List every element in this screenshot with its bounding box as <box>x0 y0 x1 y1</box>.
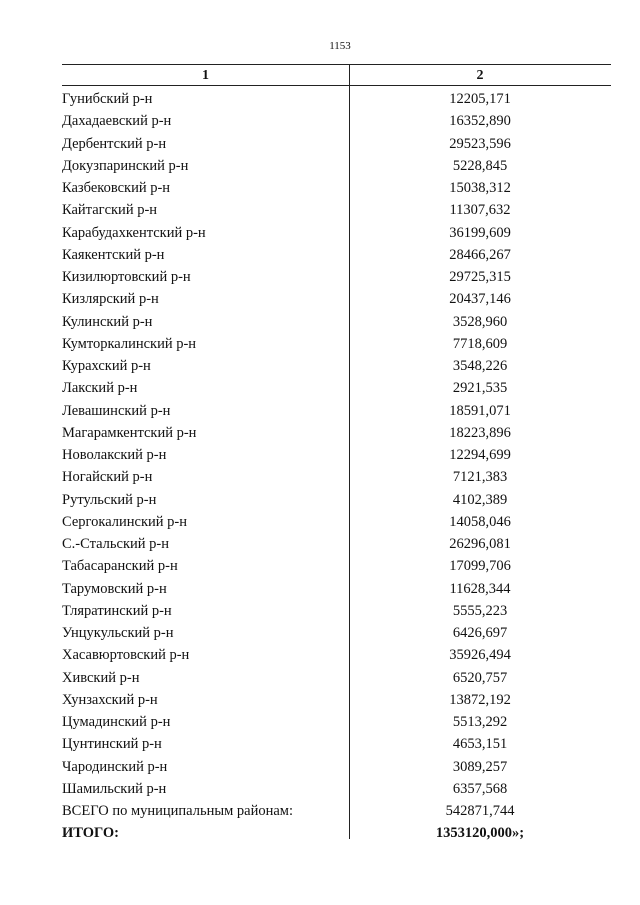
district-name: Цумадинский р-н <box>62 714 171 730</box>
table-header-rule <box>62 85 611 86</box>
table-row <box>62 155 611 177</box>
subtotal-row-label: ВСЕГО по муниципальным районам: <box>62 803 293 819</box>
table-row <box>62 466 611 488</box>
district-name: Лакский р-н <box>62 380 138 397</box>
district-value: 28466,267 <box>449 246 511 263</box>
district-name: Кумторкалинский р-н <box>62 335 197 352</box>
total-row-label: ИТОГО: <box>62 825 120 842</box>
district-value: 5555,223 <box>452 602 508 619</box>
table-row <box>62 377 611 399</box>
table-row <box>62 422 611 444</box>
table-row <box>62 288 611 310</box>
table-row <box>62 689 611 711</box>
district-name: Чародинский р-н <box>62 758 168 775</box>
table-row <box>62 578 611 600</box>
district-name: Новолакский р-н <box>62 447 167 463</box>
table-row <box>62 199 611 221</box>
district-value: 35926,494 <box>449 647 511 664</box>
district-name: Хивский р-н <box>62 669 140 686</box>
table-row <box>62 733 611 755</box>
district-name: С.-Стальский р-н <box>62 536 169 552</box>
district-name: Гунибский р-н <box>62 91 153 107</box>
district-name: Магарамкентский р-н <box>62 424 197 441</box>
district-value: 36199,609 <box>449 224 511 241</box>
subtotal-row-value: 542871,744 <box>445 803 515 819</box>
table-row <box>62 88 611 110</box>
district-name: Тляратинский р-н <box>62 602 172 619</box>
district-value: 26296,081 <box>449 536 511 552</box>
district-name: Кулинский р-н <box>62 313 153 330</box>
district-name: Хасавюртовский р-н <box>62 647 190 664</box>
district-value: 6426,697 <box>452 625 508 641</box>
total-row-value: 1353120,000»; <box>435 825 525 842</box>
table-row <box>62 555 611 577</box>
district-value: 11307,632 <box>449 202 511 219</box>
page-number: 1153 <box>329 40 351 52</box>
total-row <box>62 822 611 844</box>
district-value: 12294,699 <box>449 447 511 463</box>
district-value: 17099,706 <box>449 558 511 575</box>
table-row <box>62 311 611 333</box>
table-top-rule <box>62 64 611 65</box>
district-name: Карабудахкентский р-н <box>62 224 206 241</box>
district-value: 14058,046 <box>449 513 511 530</box>
table-row <box>62 110 611 132</box>
district-name: Кайтагский р-н <box>62 202 158 219</box>
table-row <box>62 177 611 199</box>
district-value: 6357,568 <box>452 780 508 797</box>
district-value: 3089,257 <box>452 758 508 775</box>
district-name: Докузпаринский р-н <box>62 157 189 174</box>
district-name: Унцукульский р-н <box>62 625 174 641</box>
district-name: Цунтинский р-н <box>62 736 162 753</box>
district-value: 3528,960 <box>452 313 508 330</box>
table-row <box>62 489 611 511</box>
table-row <box>62 244 611 266</box>
table-header-row <box>62 66 611 86</box>
district-value: 7121,383 <box>452 469 508 486</box>
table-row <box>62 711 611 733</box>
district-value: 15038,312 <box>449 180 511 196</box>
district-value: 12205,171 <box>449 91 511 107</box>
table-row <box>62 444 611 466</box>
table-row <box>62 133 611 155</box>
district-name: Каякентский р-н <box>62 246 165 263</box>
district-value: 29523,596 <box>449 135 511 152</box>
district-value: 11628,344 <box>449 580 511 597</box>
district-name: Хунзахский р-н <box>62 691 158 708</box>
district-name: Рутульский р-н <box>62 491 157 508</box>
district-value: 5513,292 <box>452 714 508 730</box>
table-row <box>62 333 611 355</box>
table-row <box>62 756 611 778</box>
district-name: Кизилюртовский р-н <box>62 269 191 285</box>
district-name: Левашинский р-н <box>62 402 171 419</box>
district-name: Ногайский р-н <box>62 469 153 486</box>
district-name: Казбековский р-н <box>62 180 171 196</box>
table-row <box>62 622 611 644</box>
table-row <box>62 266 611 288</box>
district-value: 4653,151 <box>452 736 508 753</box>
district-name: Табасаранский р-н <box>62 558 178 575</box>
district-value: 29725,315 <box>449 269 511 285</box>
district-name: Кизлярский р-н <box>62 291 159 308</box>
district-value: 18223,896 <box>449 424 511 441</box>
district-value: 16352,890 <box>449 113 511 130</box>
district-value: 20437,146 <box>449 291 511 308</box>
table-row <box>62 667 611 689</box>
table-row <box>62 600 611 622</box>
district-value: 2921,535 <box>452 380 508 397</box>
district-value: 6520,757 <box>452 669 508 686</box>
table-row <box>62 644 611 666</box>
subtotal-row <box>62 800 611 822</box>
district-value: 3548,226 <box>452 358 508 374</box>
header-col-2: 2 <box>476 68 484 83</box>
district-name: Шамильский р-н <box>62 780 167 797</box>
district-value: 4102,389 <box>452 491 508 508</box>
table-row <box>62 533 611 555</box>
table-row <box>62 511 611 533</box>
table-row <box>62 355 611 377</box>
district-value: 13872,192 <box>449 691 511 708</box>
district-name: Дахадаевский р-н <box>62 113 172 130</box>
header-col-1: 1 <box>202 68 209 83</box>
district-name: Тарумовский р-н <box>62 580 167 597</box>
district-name: Дербентский р-н <box>62 135 167 152</box>
district-value: 18591,071 <box>449 402 511 419</box>
district-name: Сергокалинский р-н <box>62 513 187 530</box>
table-row <box>62 778 611 800</box>
table-body <box>62 88 611 845</box>
district-value: 7718,609 <box>452 335 508 352</box>
district-name: Курахский р-н <box>62 358 151 374</box>
table-row <box>62 222 611 244</box>
table-row <box>62 400 611 422</box>
district-value: 5228,845 <box>452 157 508 174</box>
